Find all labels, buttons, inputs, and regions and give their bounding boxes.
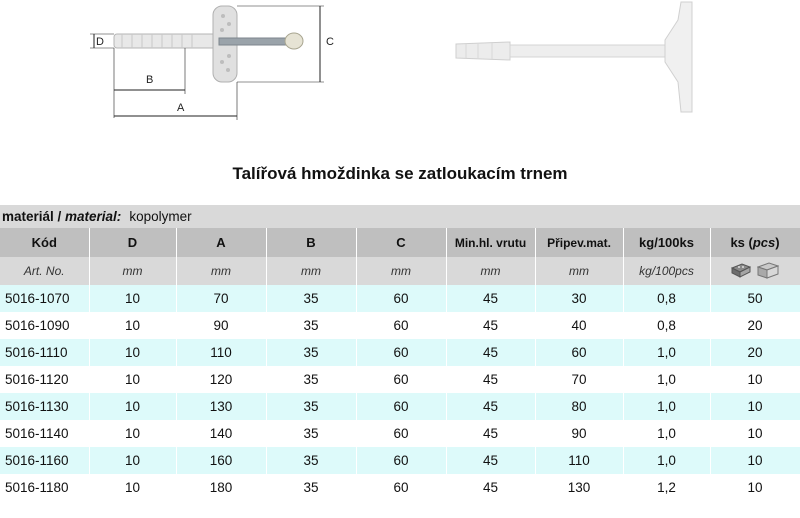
- table-row: 5016-1160 10 160 35 60 45 110 1,0 10: [0, 447, 800, 474]
- page-title: Talířová hmoždinka se zatloukacím trnem: [232, 164, 568, 183]
- table-row: 5016-1070 10 70 35 60 45 30 0,8 50: [0, 285, 800, 312]
- header-b: B: [266, 228, 356, 257]
- dimension-a-label: A: [177, 102, 185, 114]
- unit-b: mm: [266, 257, 356, 285]
- unit-c: mm: [356, 257, 446, 285]
- table-row: 5016-1120 10 120 35 60 45 70 1,0 10: [0, 366, 800, 393]
- header-code: Kód: [0, 228, 89, 257]
- header-pcs: ks (pcs): [710, 228, 800, 257]
- header-c: C: [356, 228, 446, 257]
- header-d: D: [89, 228, 176, 257]
- header-row: [0, 228, 800, 257]
- unit-weight: kg/100pcs: [623, 257, 710, 285]
- spec-table: [0, 205, 800, 501]
- unit-fixture: mm: [535, 257, 623, 285]
- material-row: [0, 205, 800, 228]
- material-value: kopolymer: [129, 209, 192, 224]
- header-weight: kg/100ks: [623, 228, 710, 257]
- product-photo: [440, 0, 710, 130]
- header-fixture: Připev.mat.: [535, 228, 623, 257]
- unit-code: Art. No.: [0, 257, 89, 285]
- header-a: A: [176, 228, 266, 257]
- table-row: 5016-1130 10 130 35 60 45 80 1,0 10: [0, 393, 800, 420]
- table-row: 5016-1180 10 180 35 60 45 130 1,2 10: [0, 474, 800, 501]
- dimension-diagram: [82, 0, 352, 140]
- table-row: 5016-1090 10 90 35 60 45 40 0,8 20: [0, 312, 800, 339]
- unit-d: mm: [89, 257, 176, 285]
- unit-min-depth: mm: [446, 257, 535, 285]
- unit-a: mm: [176, 257, 266, 285]
- units-row: [0, 257, 800, 285]
- dimension-d-label: D: [96, 36, 104, 48]
- unit-pcs: [710, 257, 800, 285]
- box-icon: [731, 262, 751, 278]
- dimension-c-label: C: [326, 36, 334, 48]
- header-min-depth: Min.hl. vrutu: [446, 228, 535, 257]
- carton-icon: [757, 261, 779, 279]
- table-row: 5016-1140 10 140 35 60 45 90 1,0 10: [0, 420, 800, 447]
- product-figures: [0, 0, 800, 150]
- table-row: 5016-1110 10 110 35 60 45 60 1,0 20: [0, 339, 800, 366]
- material-label: materiál / material:: [2, 209, 122, 224]
- dimension-b-label: B: [146, 74, 154, 86]
